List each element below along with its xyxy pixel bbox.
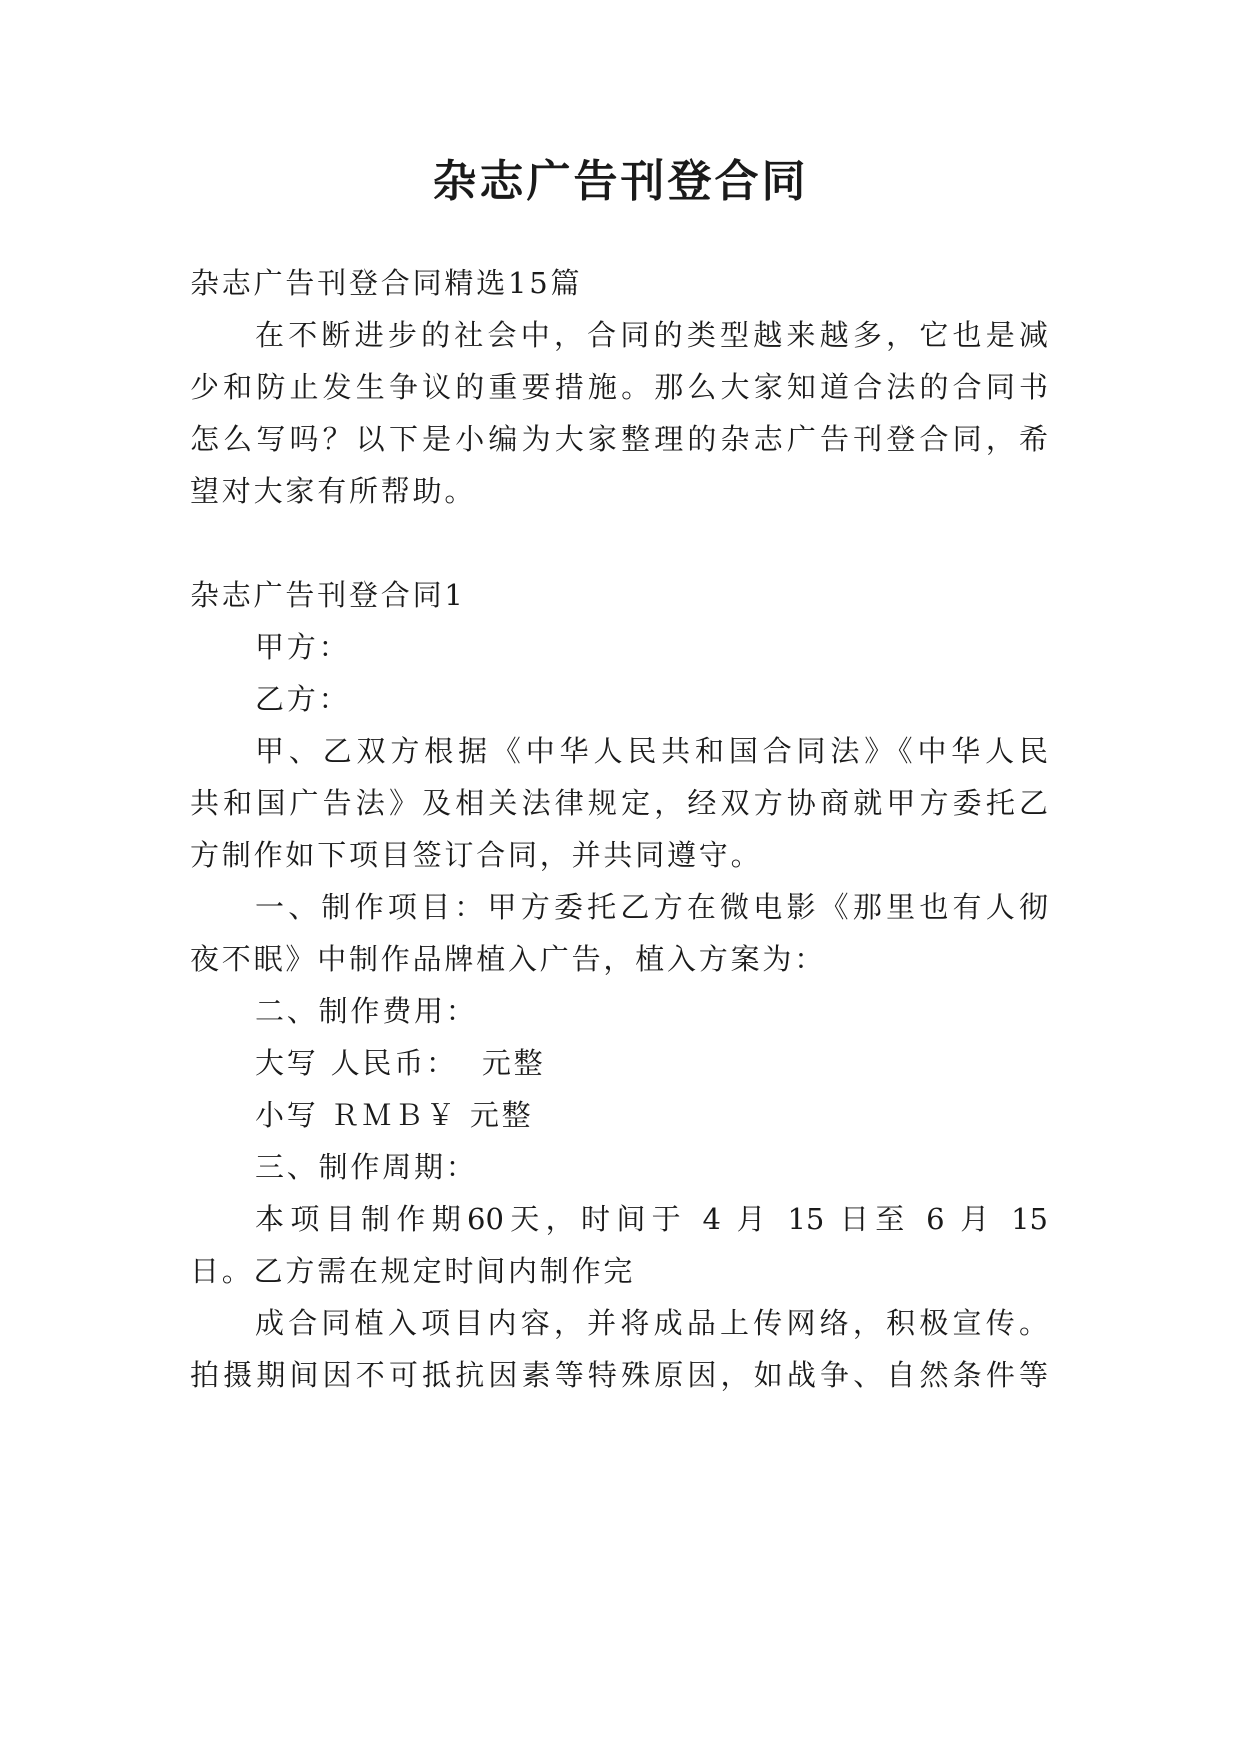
- document-title: 杂志广告刊登合同: [432, 156, 809, 207]
- basis-paragraph-line-3: 方制作如下项目签订合同，并共同遵守。: [190, 838, 763, 872]
- intro-paragraph-line-2: 少和防止发生争议的重要措施。那么大家知道合法的合同书: [190, 370, 1048, 404]
- party-b-line: 乙方：: [255, 682, 351, 716]
- party-a-line: 甲方：: [255, 630, 351, 664]
- fee-uppercase-line: 大写 人民币： 元整: [255, 1046, 546, 1080]
- clause-3-heading: 三、制作周期：: [255, 1150, 478, 1184]
- period-paragraph-line-2: 日。乙方需在规定时间内制作完: [190, 1254, 636, 1288]
- clause-1-line-2: 夜不眠》中制作品牌植入广告，植入方案为：: [190, 942, 827, 976]
- intro-paragraph-line-4: 望对大家有所帮助。: [190, 474, 477, 508]
- completion-paragraph-line-1: 成合同植入项目内容，并将成品上传网络，积极宣传。: [255, 1306, 1048, 1340]
- clause-2-heading: 二、制作费用：: [255, 994, 478, 1028]
- completion-paragraph-line-2: 拍摄期间因不可抵抗因素等特殊原因，如战争、自然条件等: [190, 1358, 1048, 1392]
- period-paragraph-line-1: 本项目制作期60天，时间于 4 月 15 日至 6 月 15: [255, 1202, 1048, 1236]
- section-heading: 杂志广告刊登合同1: [190, 578, 466, 612]
- clause-1-line-1: 一、制作项目：甲方委托乙方在微电影《那里也有人彻: [255, 890, 1048, 924]
- basis-paragraph-line-2: 共和国广告法》及相关法律规定，经双方协商就甲方委托乙: [190, 786, 1048, 820]
- subtitle-line: 杂志广告刊登合同精选15篇: [190, 266, 583, 300]
- intro-paragraph-line-3: 怎么写吗？以下是小编为大家整理的杂志广告刊登合同，希: [190, 422, 1048, 456]
- basis-paragraph-line-1: 甲、乙双方根据《中华人民共和国合同法》《中华人民: [255, 734, 1048, 768]
- fee-lowercase-line: 小写 ＲＭＢ￥ 元整: [255, 1098, 534, 1132]
- intro-paragraph-line-1: 在不断进步的社会中，合同的类型越来越多，它也是减: [255, 318, 1048, 352]
